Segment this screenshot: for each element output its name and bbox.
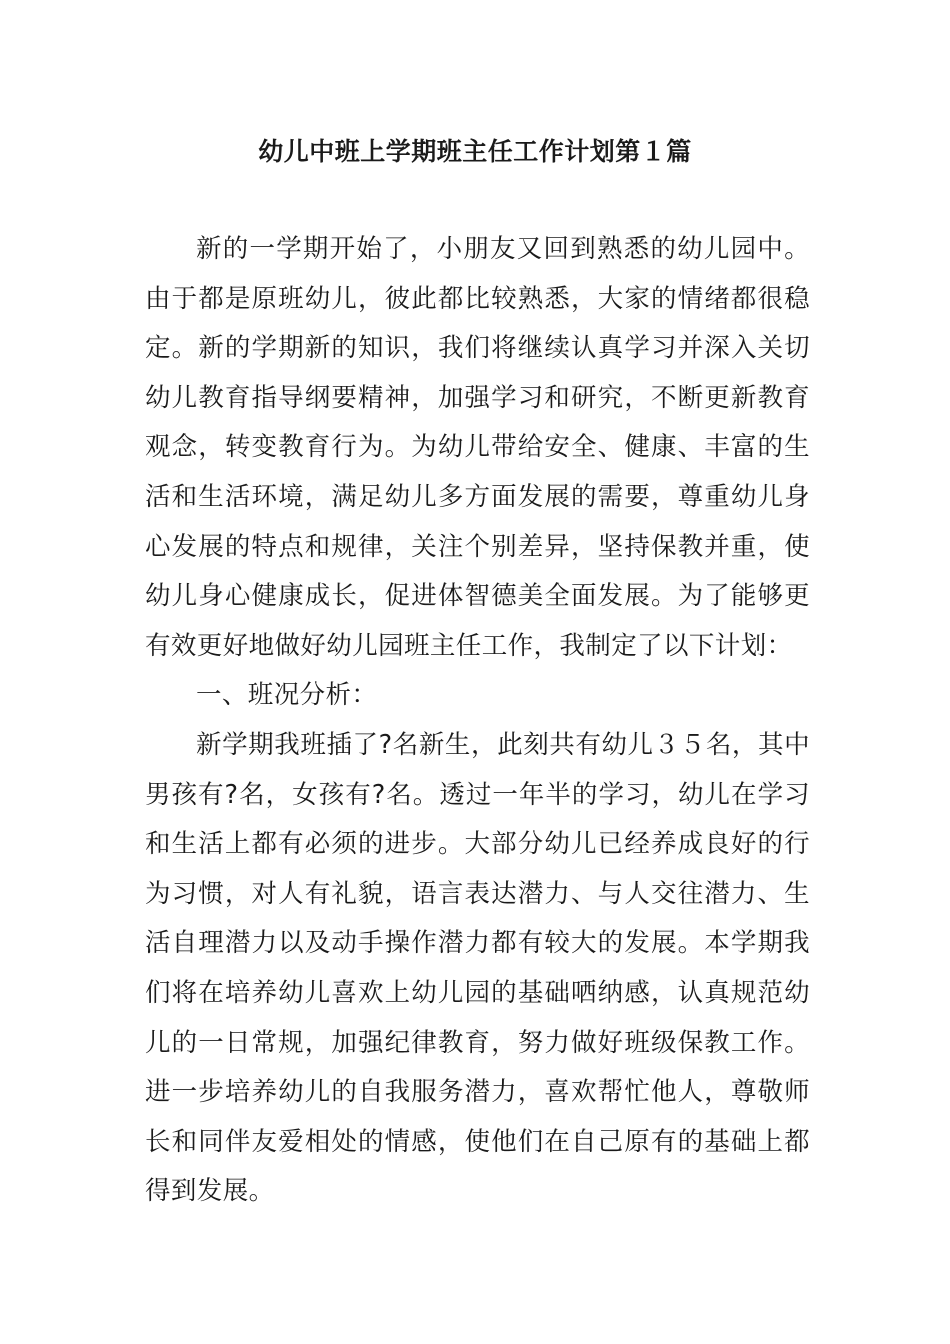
section-heading-class-analysis: 一、班况分析： xyxy=(196,680,378,711)
document-title: 幼儿中班上学期班主任工作计划第１篇 xyxy=(258,137,692,166)
class-analysis-paragraph: 新学期我班插了?名新生，此刻共有幼儿３５名，其中男孩有?名，女孩有?名。透过一年半的学习，幼儿在学习和生活上都有必须的进步。大部分幼儿已经养成良好的行为习惯，对人有礼貌，语言表达潜力、与人交往潜力、生活自理潜力以及动手操作潜力都有较大的发展。本学期我们将在培养幼儿喜欢上幼儿园的基础哂纳感，认真规范幼儿的一日常规，加强纪律教育，努力做好班级保教工作。进一步培养幼儿的自我服务潜力，喜欢帮忙他人，尊敬师长和同伴友爱相处的情感，使他们在自己原有的基础上都得到发展。 xyxy=(145,729,810,1207)
document-body xyxy=(145,225,810,1217)
intro-paragraph: 新的一学期开始了，小朋友又回到熟悉的幼儿园中。由于都是原班幼儿，彼此都比较熟悉，大家的情绪都很稳定。新的学期新的知识，我们将继续认真学习并深入关切幼儿教育指导纲要精神，加强学习和研究，不断更新教育观念，转变教育行为。为幼儿带给安全、健康、丰富的生活和生活环境，满足幼儿多方面发展的需要，尊重幼儿身心发展的特点和规律，关注个别差异，坚持保教并重，使幼儿身心健康成长，促进体智德美全面发展。为了能够更有效更好地做好幼儿园班主任工作，我制定了以下计划： xyxy=(145,234,810,661)
